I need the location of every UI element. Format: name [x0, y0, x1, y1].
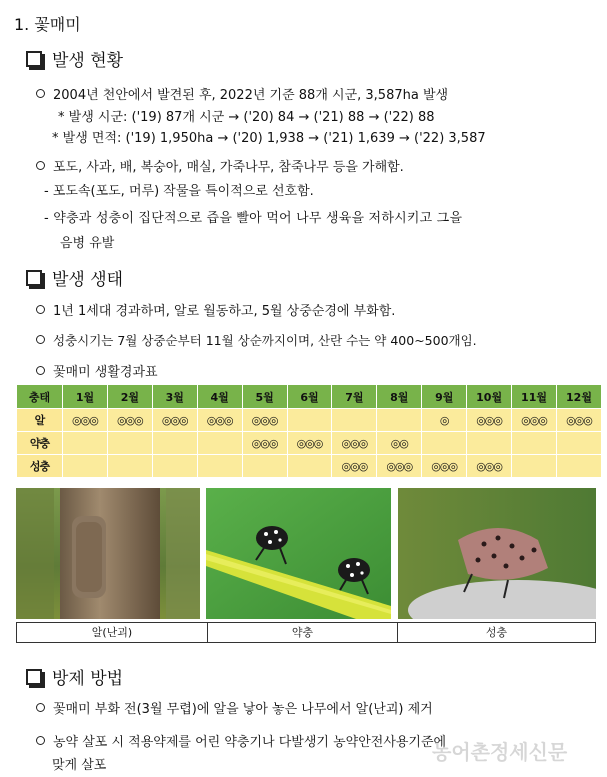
- table-cell: ◎◎◎: [422, 455, 467, 478]
- status-sub-1: * 발생 시군: ('19) 87개 시군 → ('20) 84 → ('21) 88 → ('22) 88: [58, 110, 435, 125]
- table-cell: [63, 455, 108, 478]
- life-cycle-table: [16, 384, 602, 478]
- table-cell: ◎◎◎: [242, 409, 287, 432]
- table-cell: ◎◎◎: [467, 409, 512, 432]
- table-header-row: [17, 385, 602, 409]
- section-ecology-title: 발생 생태: [52, 270, 124, 290]
- table-cell: [332, 409, 377, 432]
- watermark: 농어촌정세신문: [432, 740, 568, 764]
- status-dash-1: - 포도속(포도, 머루) 작물을 특이적으로 선호함.: [44, 184, 314, 199]
- table-cell: [512, 455, 557, 478]
- table-cell: [152, 455, 197, 478]
- section-ecology-heading: [26, 265, 123, 290]
- checkbox-square-icon: [26, 669, 42, 685]
- checkbox-square-icon: [26, 51, 42, 67]
- table-cell: ◎: [422, 409, 467, 432]
- table-cell: ◎◎◎: [332, 455, 377, 478]
- table-row-adult: [17, 455, 602, 478]
- table-cell: [63, 432, 108, 455]
- nymph-photo: [206, 488, 391, 619]
- table-cell: ◎◎◎: [332, 432, 377, 455]
- circle-bullet-icon: [36, 161, 45, 170]
- table-header: 2월: [107, 385, 152, 409]
- status-line-1-text: 2004년 천안에서 발견된 후, 2022년 기준 88개 시군, 3,587ha 발생: [53, 88, 449, 103]
- table-cell: [107, 455, 152, 478]
- table-cell: [422, 432, 467, 455]
- table-header: 5월: [242, 385, 287, 409]
- table-cell: [467, 432, 512, 455]
- table-cell: ◎◎◎: [377, 455, 422, 478]
- circle-bullet-icon: [36, 366, 45, 375]
- ecology-line-1: [36, 300, 395, 319]
- circle-bullet-icon: [36, 736, 45, 745]
- status-line-1: [36, 84, 448, 103]
- circle-bullet-icon: [36, 703, 45, 712]
- table-header: 12월: [556, 385, 601, 409]
- table-cell: ◎◎◎: [512, 409, 557, 432]
- table-cell: [287, 455, 332, 478]
- control-line-2-cont: 맞게 살포: [52, 758, 107, 773]
- circle-bullet-icon: [36, 89, 45, 98]
- section-status-title: 발생 현황: [52, 51, 124, 71]
- adult-photo: [398, 488, 596, 619]
- status-line-2: [36, 156, 404, 175]
- page-title: 1. 꽃매미: [14, 15, 81, 34]
- table-cell: [197, 455, 242, 478]
- table-cell: ◎◎◎: [197, 409, 242, 432]
- adult-image: [398, 488, 596, 619]
- section-control-title: 방제 방법: [52, 669, 124, 689]
- ecology-line-3: [36, 361, 158, 380]
- checkbox-square-icon: [26, 270, 42, 286]
- section-control-heading: [26, 664, 123, 689]
- photo-strip: [16, 488, 596, 642]
- table-header: 충태: [17, 385, 63, 409]
- status-line-2-text: 포도, 사과, 배, 복숭아, 매실, 가죽나무, 참죽나무 등을 가해함.: [53, 160, 404, 175]
- table-header: 4월: [197, 385, 242, 409]
- table-cell: ◎◎◎: [107, 409, 152, 432]
- table-row-egg: [17, 409, 602, 432]
- table-cell: ◎◎◎: [242, 432, 287, 455]
- ecology-line-2: [36, 331, 477, 349]
- table-row-nymph: [17, 432, 602, 455]
- control-line-1-text: 꽃매미 부화 전(3월 무렵)에 알을 낳아 놓은 나무에서 알(난괴) 제거: [53, 702, 433, 717]
- table-cell: [377, 409, 422, 432]
- table-header: 11월: [512, 385, 557, 409]
- ecology-line-3-text: 꽃매미 생활경과표: [53, 365, 158, 380]
- table-cell: ◎◎◎: [287, 432, 332, 455]
- table-header: 8월: [377, 385, 422, 409]
- control-line-1: [36, 698, 433, 717]
- section-status-heading: [26, 46, 123, 71]
- caption-adult: 성충: [397, 622, 596, 643]
- table-cell: ◎◎: [377, 432, 422, 455]
- table-cell: [287, 409, 332, 432]
- status-dash-2-cont: 음병 유발: [60, 236, 115, 251]
- row-label: 성충: [17, 455, 63, 478]
- table-header: 7월: [332, 385, 377, 409]
- control-line-2: [36, 731, 446, 750]
- table-cell: [242, 455, 287, 478]
- table-cell: [556, 455, 601, 478]
- table-header: 10월: [467, 385, 512, 409]
- nymph-image: [206, 488, 391, 619]
- control-line-2-text: 농약 살포 시 적용약제를 어린 약충기나 다발생기 농약안전사용기준에: [53, 735, 447, 750]
- table-header: 1월: [63, 385, 108, 409]
- table-cell: [107, 432, 152, 455]
- egg-mass-photo: [16, 488, 200, 619]
- ecology-line-2-text: 성충시기는 7월 상중순부터 11월 상순까지이며, 산란 수는 약 400~500개임.: [53, 333, 477, 348]
- table-cell: [556, 432, 601, 455]
- table-cell: [152, 432, 197, 455]
- table-cell: ◎◎◎: [556, 409, 601, 432]
- table-header: 6월: [287, 385, 332, 409]
- table-cell: ◎◎◎: [152, 409, 197, 432]
- caption-egg: 알(난괴): [16, 622, 208, 643]
- row-label: 약충: [17, 432, 63, 455]
- table-header: 3월: [152, 385, 197, 409]
- circle-bullet-icon: [36, 335, 45, 344]
- status-dash-2: - 약충과 성충이 집단적으로 즙을 빨아 먹어 나무 생육을 저하시키고 그을: [44, 211, 463, 226]
- ecology-line-1-text: 1년 1세대 경과하며, 알로 월동하고, 5월 상중순경에 부화함.: [53, 304, 396, 319]
- caption-nymph: 약충: [207, 622, 398, 643]
- status-sub-2: * 발생 면적: ('19) 1,950ha → ('20) 1,938 → ('21) 1,639 → ('22) 3,587: [52, 131, 486, 146]
- egg-mass-image: [16, 488, 200, 619]
- table-header: 9월: [422, 385, 467, 409]
- table-cell: [197, 432, 242, 455]
- row-label: 알: [17, 409, 63, 432]
- circle-bullet-icon: [36, 305, 45, 314]
- table-cell: ◎◎◎: [63, 409, 108, 432]
- table-cell: [512, 432, 557, 455]
- table-cell: ◎◎◎: [467, 455, 512, 478]
